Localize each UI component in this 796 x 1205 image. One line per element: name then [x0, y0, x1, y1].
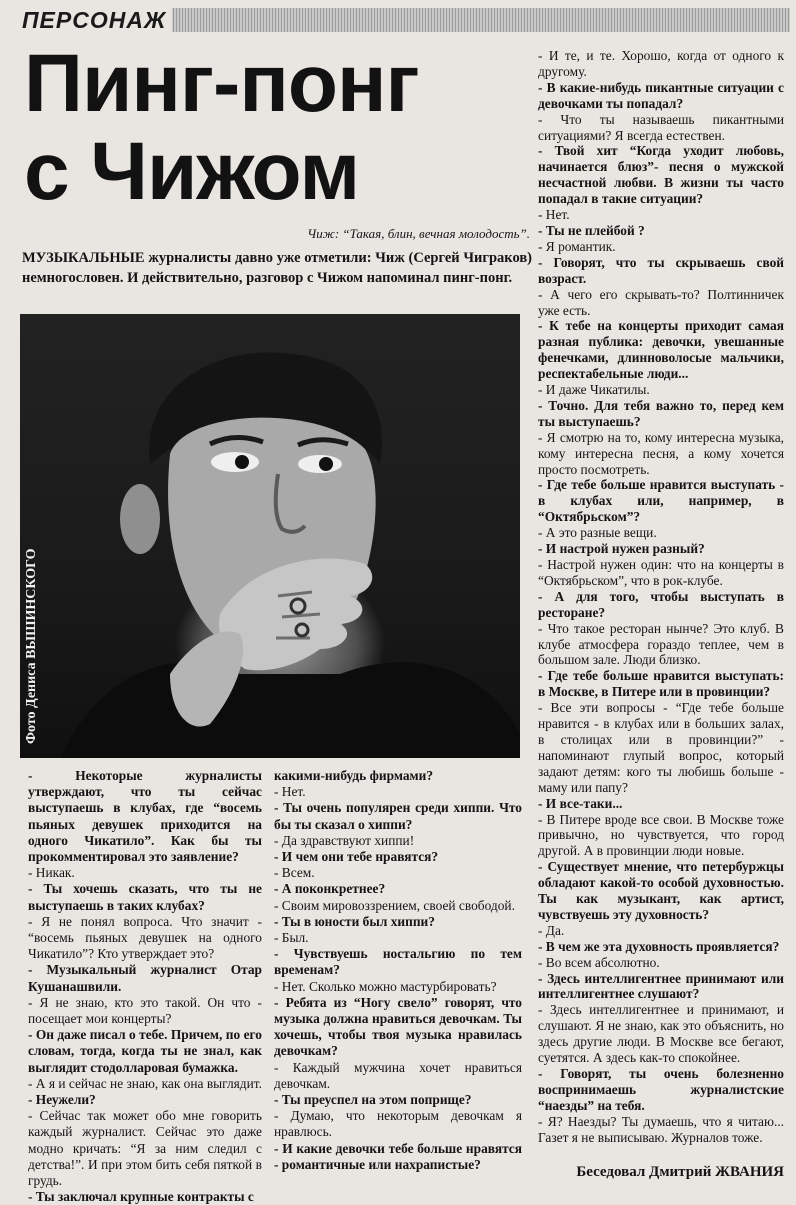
interview-question: - Ты очень популярен среди хиппи. Что бы ты сказал о хиппи?	[274, 800, 522, 832]
interview-answer: - Я не понял вопроса. Что значит - “восемь пьяных девушек на одного Чикатило”? Кто утверждает это?	[28, 913, 262, 962]
interview-answer: - Настрой нужен один: что на концерты в “Октябрьском”, что в рок-клубе.	[538, 557, 784, 588]
interview-question: - Говорят, что ты скрываешь свой возраст.	[538, 254, 784, 286]
interview-question: - Ты хочешь сказать, что ты не выступаешь в таких клубах?	[28, 881, 262, 913]
interview-answer: - Всем.	[274, 865, 315, 881]
interview-answer: - А я и сейчас не знаю, как она выглядит.	[28, 1075, 262, 1091]
interview-question: какими-нибудь фирмами?	[274, 768, 434, 783]
column-left	[28, 768, 262, 1205]
interview-answer: - Все эти вопросы - “Где тебе больше нравится - в клубах или в больших залах, в столицах или в провинции?” - напоминают глупый вопрос, который задают детям: кого ты любишь больше - маму или папу?	[538, 700, 784, 795]
interview-answer: - Да.	[538, 922, 565, 938]
interview-question: - К тебе на концерты приходит самая разная публика: девочки, увешанные фенечками, длинноволосые мальчики, респектабельные люди...	[538, 318, 784, 382]
interview-question: - И чем они тебе нравятся?	[274, 849, 439, 865]
interview-answer: - Что такое ресторан нынче? Это клуб. В клубе атмосфера гораздо теплее, чем в большом зале. Люди близко.	[538, 620, 784, 668]
interview-question: - Музыкальный журналист Отар Кушанашвили.	[28, 962, 262, 994]
interview-question: - Говорят, ты очень болезненно воспринимаешь журналистские “наезды” на тебя.	[538, 1066, 784, 1113]
rubric-label: ПЕРСОНАЖ	[20, 8, 172, 32]
lead-cap: МУЗЫКАЛЬНЫЕ	[22, 250, 145, 266]
interview-question: - Существует мнение, что петербуржцы обладают какой-то особой духовностью. Ты как музыкант, как артист, чувствуешь эту духовность?	[538, 859, 784, 922]
interview-answer: - Каждый мужчина хочет нравиться девочкам.	[274, 1059, 522, 1091]
interview-question: - Ребята из “Ногу свело” говорят, что музыка должна нравиться девочкам. Ты хочешь, чтобы твоя музыка нравилась девочкам?	[274, 994, 522, 1059]
interview-answer: - И даже Чикатилы.	[538, 382, 650, 398]
interview-question: - А поконкретнее?	[274, 881, 386, 897]
interview-answer: - Здесь интеллигентнее и принимают, и слушают. Я не знаю, как это объяснить, но здесь другие люди. В Москве все бегают, суетятся. А здесь как-то спокойнее.	[538, 1002, 784, 1066]
interview-question: - Твой хит “Когда уходит любовь, начинается блюз”- песня о мужской несчастной любви. В жизни ты часто попадал в такие ситуации?	[538, 143, 784, 207]
interview-answer: - Да здравствуют хиппи!	[274, 832, 415, 848]
interview-answer: - Своим мировоззрением, своей свободой.	[274, 897, 515, 913]
interview-answer: - Я романтик.	[538, 238, 616, 254]
interview-question: - И какие девочки тебе больше нравятся - романтичные или нахрапистые?	[274, 1140, 522, 1172]
interview-question: - В какие-нибудь пикантные ситуации с девочками ты попадал?	[538, 79, 784, 111]
photo-credit: Фото Дениса ВЫШИНСКОГО	[24, 548, 39, 744]
photo-caption: Чиж: “Такая, блин, вечная молодость”.	[307, 226, 530, 241]
portrait-photo	[20, 314, 520, 758]
interview-answer: - Нет. Сколько можно мастурбировать?	[274, 978, 497, 994]
column-middle	[274, 768, 522, 1173]
column-right	[538, 48, 784, 1146]
interview-answer: - Я не знаю, кто это такой. Он что - посещает мои концерты?	[28, 994, 262, 1027]
byline: Беседовал Дмитрий ЖВАНИЯ	[576, 1164, 784, 1180]
interview-answer: - В Питере вроде все свои. В Москве тоже привычно, но чувствуется, что город другой. А в провинции люди новые.	[538, 811, 784, 859]
interview-question: - Чувствуешь ностальгию по тем временам?	[274, 946, 522, 978]
interview-question: - Точно. Для тебя важно то, перед кем ты выступаешь?	[538, 397, 784, 429]
interview-answer: - Что ты называешь пикантными ситуациями? Я всегда естествен.	[538, 111, 784, 143]
portrait-illustration	[20, 314, 520, 758]
interview-question: - Ты в юности был хиппи?	[274, 913, 435, 929]
headline	[24, 40, 544, 216]
interview-answer: - Никак.	[28, 865, 75, 881]
interview-answer: - Во всем абсолютно.	[538, 954, 660, 970]
interview-question: - А для того, чтобы выступать в ресторане?	[538, 588, 784, 620]
interview-question: - И настрой нужен разный?	[538, 541, 705, 557]
interview-question: - Ты не плейбой ?	[538, 222, 645, 238]
interview-answer: - Сейчас так может обо мне говорить каждый журналист. Сейчас это даже модно кричать: “Я за ним следил с детства!”. И при этом бить себя пяткой в грудь.	[28, 1108, 262, 1189]
interview-answer: - Думаю, что некоторым девочкам я нравлюсь.	[274, 1108, 522, 1140]
interview-answer: - И те, и те. Хорошо, когда от одного к другому.	[538, 48, 784, 79]
interview-question: - Где тебе больше нравится выступать: в Москве, в Питере или в провинции?	[538, 668, 784, 700]
headline-line-1: Пинг-понг	[24, 38, 419, 129]
interview-question: - Неужели?	[28, 1092, 96, 1108]
interview-answer: - А это разные вещи.	[538, 525, 657, 541]
interview-question: - Ты заключал крупные контракты с	[28, 1189, 254, 1205]
headline-line-2: с Чижом	[24, 126, 360, 217]
interview-answer: - Я? Наезды? Ты думаешь, что я читаю... Газет я не выписываю. Журналов тоже.	[538, 1113, 784, 1145]
interview-question: - Ты преуспел на этом поприще?	[274, 1092, 472, 1108]
interview-question: - И все-таки...	[538, 795, 623, 811]
interview-question: - Некоторые журналисты утверждают, что ты сейчас выступаешь в клубах, где “восемь пьяных девушек приходится на одного Чикатило”. Как бы ты прокомментировал это заявление?	[28, 768, 262, 865]
interview-question: - Он даже писал о тебе. Причем, по его словам, тогда, когда ты не знал, как выглядит стодолларовая бумажка.	[28, 1027, 262, 1075]
interview-question: - В чем же эта духовность проявляется?	[538, 938, 780, 954]
interview-answer: - Нет.	[274, 784, 306, 800]
interview-question: - Здесь интеллигентнее принимают или интеллигентнее слушают?	[538, 970, 784, 1002]
rubric-bar	[20, 8, 790, 32]
interview-answer: - А чего его скрывать-то? Полтинничек уже есть.	[538, 286, 784, 318]
interview-answer: - Нет.	[538, 207, 570, 223]
lead-text: журналисты давно уже отметили: Чиж (Сергей Чиграков) немногословен. И действительно, разговор с Чижом напоминал пинг-понг.	[22, 250, 532, 286]
interview-answer: - Был.	[274, 930, 309, 946]
interview-answer: - Я смотрю на то, кому интересна музыка, кому интересна песня, а кому хочется просто посмотреть.	[538, 429, 784, 477]
interview-question: - Где тебе больше нравится выступать - в клубах или, например, в “Октябрьском”?	[538, 477, 784, 525]
lead-paragraph	[22, 248, 532, 288]
